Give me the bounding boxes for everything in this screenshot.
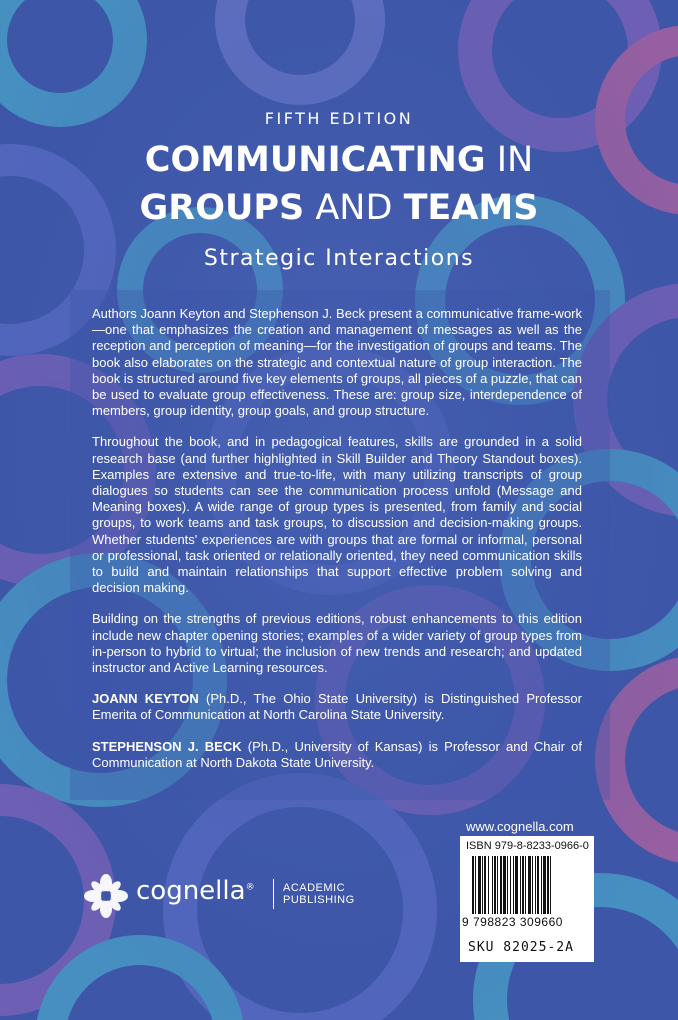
author-bio-beck-text: (Ph.D., University of Kansas) is Professor and Chair of Communication at North Dakota State University. xyxy=(92,738,582,770)
sku-number: SKU 82025-2A xyxy=(468,940,574,955)
title-word-groups: GROUPS xyxy=(139,188,305,228)
title-word-communicating: COMMUNICATING xyxy=(144,140,486,180)
barcode-panel xyxy=(460,836,594,962)
barcode-bar xyxy=(543,856,546,914)
barcode-bar xyxy=(475,856,476,914)
tagline-publishing: PUBLISHING xyxy=(283,894,355,906)
barcode-bar xyxy=(503,856,506,914)
barcode-bar xyxy=(484,856,486,914)
barcode-bar xyxy=(482,856,483,914)
barcode-bar xyxy=(550,856,551,914)
barcode-bar xyxy=(532,856,533,914)
isbn-number: ISBN 979-8-8233-0966-0 xyxy=(466,840,589,852)
back-cover-blurb xyxy=(92,306,582,786)
cognella-flower-logo-icon xyxy=(82,872,130,920)
barcode-bar xyxy=(492,856,493,914)
barcode-bar xyxy=(510,856,511,914)
registered-mark: ® xyxy=(245,882,255,893)
logo-divider xyxy=(273,879,274,909)
author-bio-keyton-text: (Ph.D., The Ohio State University) is Distinguished Professor Emerita of Communication at North Carolina State University. xyxy=(92,691,582,723)
barcode-bar xyxy=(497,856,498,914)
barcode-bar xyxy=(537,856,539,914)
author-bio-beck xyxy=(92,739,582,771)
blurb-paragraph-2: Throughout the book, and in pedagogical features, skills are grounded in a solid research base (and further highlighted in Skill Builder and Theory Standout boxes). Examples are extensive and true-to-life, with many utilizing transcripts of group dialogues so students can see the communication process unfold (Message and Meaning boxes). A wide range of group types is presented, from family and social groups, to work teams and task groups, to discussion and decision-making groups. Whether students' experiences are with groups that are formal or informal, personal or professional, task oriented or relationally oriented, they need communication skills to build and maintain relationships that support effective problem solving and decision making. xyxy=(92,434,582,596)
barcode-bar xyxy=(541,856,542,914)
barcode-bar xyxy=(515,856,518,914)
publisher-website: www.cognella.com xyxy=(466,819,574,834)
title-word-teams: TEAMS xyxy=(403,188,539,228)
barcode-bar xyxy=(513,856,514,914)
title-word-in: IN xyxy=(485,140,534,180)
barcode-digits: 9 798823 309660 xyxy=(462,915,563,929)
author-name-keyton: JOANN KEYTON xyxy=(92,691,199,707)
publisher-name: cognella xyxy=(136,876,246,906)
edition-label: FIFTH EDITION xyxy=(264,109,414,128)
barcode-bar xyxy=(520,856,521,914)
barcode-bar xyxy=(494,856,496,914)
barcode-bar xyxy=(478,856,481,914)
title-word-and: AND xyxy=(304,188,404,228)
author-name-beck: STEPHENSON J. BECK xyxy=(92,738,242,754)
barcode-bar xyxy=(472,856,474,914)
author-bio-keyton xyxy=(92,691,582,723)
book-title-line-1 xyxy=(0,138,678,182)
blurb-paragraph-3: Building on the strengths of previous editions, robust enhancements to this edition include new chapter opening stories; examples of a wider variety of group types from in-person to hybrid to virtual; the inclusion of new trends and research; and updated instructor and Active Learning resources. xyxy=(92,611,582,676)
blurb-paragraph-1: Authors Joann Keyton and Stephenson J. Beck present a communicative frame-work—one that emphasizes the creation and management of messages as well as the reception and perception of meaning—for the investigation of groups and teams. The book also elaborates on the strategic and contextual nature of group interaction. The book is structured around five key elements of groups, all pieces of a puzzle, that can be used to evaluate group effectiveness. These are: group size, interdependence of members, group identity, group goals, and group structure. xyxy=(92,306,582,419)
barcode-bar xyxy=(547,856,549,914)
tagline-academic: ACADEMIC xyxy=(283,882,346,894)
book-subtitle: Strategic Interactions xyxy=(203,246,475,271)
book-title-line-2 xyxy=(0,186,678,230)
barcode-bar xyxy=(525,856,526,914)
barcode-bar xyxy=(535,856,536,914)
barcode-bar xyxy=(507,856,508,914)
barcode-bar xyxy=(528,856,531,914)
barcode-bar xyxy=(500,856,502,914)
publisher-tagline xyxy=(283,882,355,906)
barcode-graphic xyxy=(472,856,584,916)
barcode-bar xyxy=(488,856,489,914)
publisher-wordmark xyxy=(136,876,255,906)
barcode-bar xyxy=(522,856,524,914)
